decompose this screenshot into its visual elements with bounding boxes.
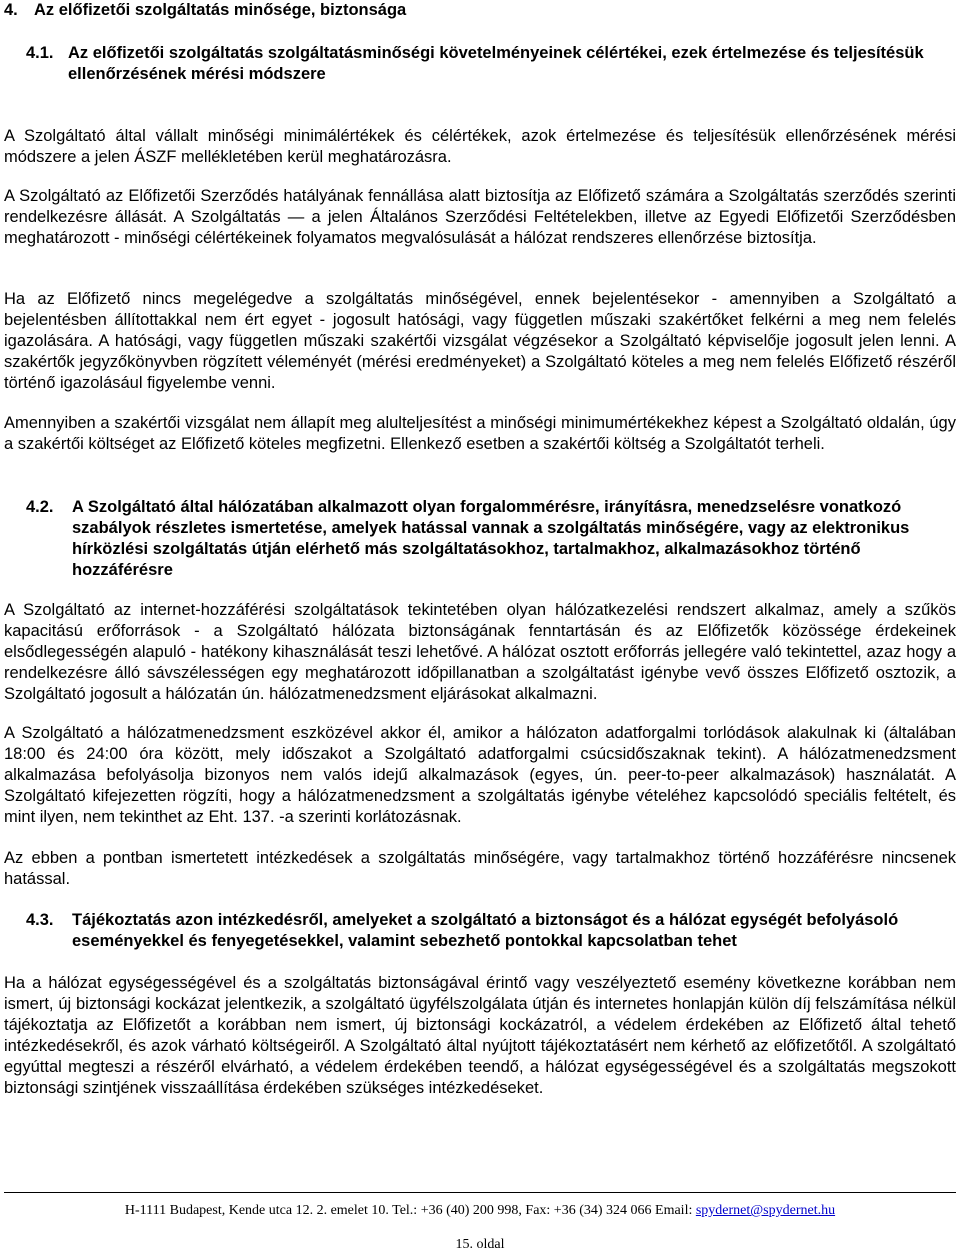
paragraph: Ha az Előfizető nincs megelégedve a szolgáltatás minőségével, ennek bejelentésekor - amennyiben a Szolgáltató a bejelentésben állítottakkal nem ért egyet - jogosult hatósági, vagy független műszaki szakértőket felkérni a meg nem felelés igazolására. A hatósági, vagy független műszaki szakértői vizsgálat végzésekor a Szolgáltató képviselője jogosult jelen lenni. A szakértők jegyzőkönyvben rögzített véleményét (mérési eredményeket) a Szolgáltató köteles a meg nem felelés Előfizető részéről történő igazolásául figyelembe venni. <box>4 290 956 392</box>
footer-email-link[interactable]: spydernet@spydernet.hu <box>695 1203 836 1218</box>
paragraph: A Szolgáltató a hálózatmenedzsment eszközével akkor él, amikor a hálózaton adatforgalmi torlódások alakulnak ki (általában 18:00 és 24:00 óra között, mely időszakot a Szolgáltató adatforgalmi csúcsidőszaknak tekint). A hálózatmenedzsment alkalmazása befolyásolja bizonyos nem valós idejű alkalmazások (egyes, ún. peer-to-peer alkalmazások) használatát. A Szolgáltató kifejezetten rögzíti, hogy a hálózatmenedzsment a szolgáltatás igénybe vételéhez kapcsolódó speciális feltételt, és mint ilyen, nem tekinthet az Eht. 137. -a szerinti korlátozásnak. <box>4 724 956 826</box>
subsection-title: A Szolgáltató által hálózatában alkalmazott olyan forgalommérésre, irányításra, menedzselésre vonatkozó szabályok részletes ismertetése, amelyek hatással vannak a szolgáltatás minőségére, vagy az elektronikus hírközlési szolgáltatás útján elérhető más szolgáltatásokhoz, tartalmakhoz, alkalmazásokhoz történő hozzáférésre <box>72 498 910 579</box>
subsection-heading-4-1 <box>4 43 956 85</box>
section-heading-4 <box>4 0 406 21</box>
subsection-heading-4-2 <box>4 497 956 581</box>
footer-divider <box>4 1192 956 1193</box>
section-number: 4. <box>4 1 18 19</box>
paragraph: Az ebben a pontban ismertetett intézkedések a szolgáltatás minőségére, vagy tartalmakhoz történő hozzáférésre nincsenek hatással. <box>4 849 956 888</box>
subsection-title: Tájékoztatás azon intézkedésről, amelyeket a szolgáltató a biztonságot és a hálózat egységét befolyásoló eseményekkel és fenyegetésekkel, valamint sebezhető pontokkal kapcsolatban tehet <box>72 911 899 950</box>
paragraph: A Szolgáltató által vállalt minőségi minimálértékek és célértékek, azok értelmezése és teljesítésük ellenőrzésének mérési módszere a jelen ÁSZF mellékletében kerül meghatározásra. <box>4 127 956 166</box>
paragraph: Ha a hálózat egységességével és a szolgáltatás biztonságával érintő vagy veszélyeztető esemény következne korábban nem ismert, új biztonsági kockázat jelentkezik, a szolgáltató ügyfélszolgálata útján és internetes honlapján külön díj felszámítása nélkül tájékoztatja az Előfizetőt a korábban nem ismert, új biztonsági kockázatról, a védelem érdekében az Előfizető által tehető intézkedésekről, és azok várható költségeiről. A Szolgáltató által nyújtott tájékoztatásért nem kérhető az előfizetőtől. A szolgáltató egyúttal megteszi a részéről elvárható, a védelem érdekében teendő, a hálózat egységességével és a szolgáltatás megszokott biztonsági szintjének visszaállítása érdekében szükséges intézkedéseket. <box>4 974 956 1097</box>
section-title: Az előfizetői szolgáltatás minősége, biztonsága <box>34 1 407 19</box>
page-number: 15. oldal <box>455 1237 505 1252</box>
footer-contact: H-1111 Budapest, Kende utca 12. 2. emelet 10. Tel.: +36 (40) 200 998, Fax: +36 (34) 324 066 Email: <box>124 1203 696 1218</box>
paragraph: A Szolgáltató az internet-hozzáférési szolgáltatások tekintetében olyan hálózatkezelési rendszert alkalmaz, amely a szűkös kapacitású erőforrások - a Szolgáltató hálózata biztonságának fenntartásán és az Előfizetők közössége érdekeinek elsődlegességén alapuló - hatékony kihasználását teszi lehetővé. A hálózat osztott erőforrás jellegére való tekintettel, azaz hogy a rendelkezésre álló sávszélességen egy meghatározott időpillanatban a szolgáltatást igénybe vevő összes Előfizető osztozik, a Szolgáltató jogosult a hálózatán ún. hálózatmenedzsment eljárásokat alkalmazni. <box>4 601 956 703</box>
paragraph: Amennyiben a szakértői vizsgálat nem állapít meg alulteljesítést a minőségi minimumértékekhez képest a Szolgáltató oldalán, úgy a szakértői költséget az Előfizető köteles megfizetni. Ellenkező esetben a szakértői költség a Szolgáltatót terheli. <box>4 414 956 453</box>
footer <box>0 1202 960 1220</box>
subsection-number: 4.2. <box>26 498 54 516</box>
subsection-number: 4.1. <box>26 44 54 62</box>
subsection-number: 4.3. <box>26 911 54 929</box>
subsection-title: Az előfizetői szolgáltatás szolgáltatásminőségi követelményeinek célértékei, ezek értelmezése és teljesítésük ellenőrzésének mérési módszere <box>68 44 924 83</box>
subsection-heading-4-3 <box>4 910 956 952</box>
paragraph: A Szolgáltató az Előfizetői Szerződés hatályának fennállása alatt biztosítja az Előfizető számára a Szolgáltatás szerződés szerinti rendelkezésre állását. A Szolgáltatás ― a jelen Általános Szerződési Feltételekben, illetve az Egyedi Előfizetői Szerződésben meghatározott - minőségi célértékeinek folyamatos megvalósulását a hálózat rendszeres ellenőrzése biztosítja. <box>4 187 956 247</box>
